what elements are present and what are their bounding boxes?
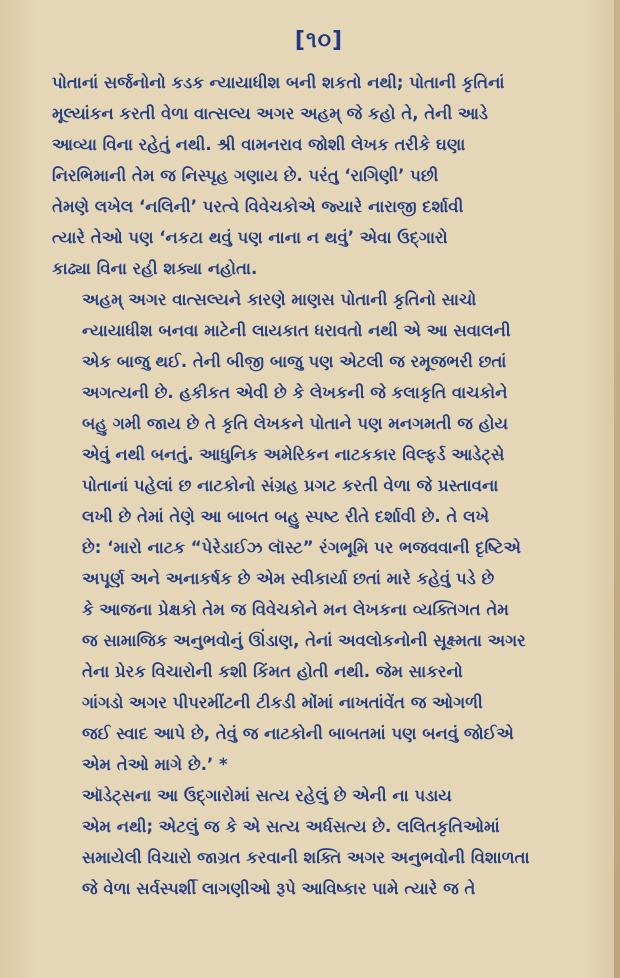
text-line: પોતાનાં સર્જનોનો કડક ન્યાયાધીશ બની શકતો નથી; પોતાની કૃતિનાં [52, 73, 505, 92]
text-line: સમાયેલી વિચારો જાગ્રત કરવાની શક્તિ અગર અનુભવોની વિશાળતા [82, 848, 530, 867]
text-line: ગાંગડો અગર પીપરમીંટની ટીકડી મોંમાં નાખતાંવેંત જ ઓગળી [82, 693, 483, 712]
text-line: નિરભિમાની તેમ જ નિસ્પૃહ ગણાય છે. પરંતુ ‘રાગિણી’ પછી [52, 166, 439, 185]
text-line: ઑડેટ્સના આ ઉદ્ગારોમાં સત્ય રહેલું છે એની ના પડાય [82, 786, 452, 805]
text-line: પોતાનાં પહેલાં છ નાટકોનો સંગ્રહ પ્રગટ કરતી વેળા જે પ્રસ્તાવના [82, 476, 499, 495]
text-line: બહુ ગમી જાય છે તે કૃતિ લેખકને પોતાને પણ મનગમતી જ હોય [82, 414, 508, 433]
page-number: [૧૦] [294, 28, 344, 53]
text-line: કાઢ્યા વિના રહી શક્યા નહોતા. [52, 259, 258, 278]
text-line: અપૂર્ણ અને અનાકર્ષક છે એમ સ્વીકાર્યા છતાં મારે કહેવું પડે છે [82, 569, 495, 588]
text-line: કે આજના પ્રેક્ષકો તેમ જ વિવેચકોને મન લેખકના વ્યક્તિગત તેમ [82, 600, 509, 619]
text-line: જે વેળા સર્વસ્પર્શી લાગણીઓ રૂપે આવિષ્કાર પામે ત્યારે જ તે [82, 879, 476, 898]
text-line: એમ નથી; એટલું જ કે એ સત્ય અર્ધસત્ય છે. લલિતકૃતિઓમાં [82, 817, 500, 836]
text-line: અહમ્ અગર વાત્સલ્યને કારણે માણસ પોતાની કૃતિનો સાચો [82, 290, 477, 309]
text-line: જ સામાજિક અનુભવોનું ઊંડાણ, તેનાં અવલોકનોની સૂક્ષ્મતા અગર [82, 631, 526, 650]
text-line: ન્યાયાધીશ બનવા માટેની લાયકાત ધરાવતો નથી એ આ સવાલની [82, 321, 511, 340]
text-line: એમ તેઓ માગે છે.’ * [82, 755, 228, 774]
paragraph [52, 67, 586, 284]
text-line: એવું નથી બનતું. આધુનિક અમેરિકન નાટકકાર વિલ્ફર્ડ આડેટ્સે [82, 445, 505, 464]
text-line: અગત્યની છે. હકીકત એવી છે કે લેખકની જે કલાકૃતિ વાચકોને [82, 383, 508, 402]
text-line: આવ્યા વિના રહેતું નથી. શ્રી વામનરાવ જોશી લેખક તરીકે ઘણા [52, 135, 466, 154]
text-line: છે: ‘મારો નાટક “પેરેડાઈઝ લૉસ્ટ” રંગભૂમિ પર ભજવવાની દૃષ્ટિએ [82, 538, 521, 557]
body-text [52, 67, 586, 904]
text-line: જઈ સ્વાદ આપે છે, તેવું જ નાટકોની બાબતમાં પણ બનવું જોઈએ [82, 724, 514, 743]
text-line: તેમણે લખેલ ‘નલિની’ પરત્વે વિવેચકોએ જ્યારે નારાજી દર્શાવી [52, 197, 464, 216]
text-line: ત્યારે તેઓ પણ ‘નકટા થવું પણ નાના ન થવું’ એવા ઉદ્ગારો [52, 228, 448, 247]
text-line: મૂલ્યાંકન કરતી વેળા વાત્સલ્ય અગર અહમ્ જે કહો તે, તેની આડે [52, 104, 488, 123]
paragraph [52, 780, 586, 904]
paragraph [52, 284, 586, 780]
text-line: લખી છે તેમાં તેણે આ બાબત બહુ સ્પષ્ટ રીતે દર્શાવી છે. તે લખે [82, 507, 490, 526]
text-line: એક બાજુ થઈ. તેની બીજી બાજુ પણ એટલી જ રમૂજભરી છતાં [82, 352, 507, 371]
text-line: તેના પ્રેરક વિચારોની કશી કિંમત હોતી નથી. જેમ સાકરનો [82, 662, 463, 681]
